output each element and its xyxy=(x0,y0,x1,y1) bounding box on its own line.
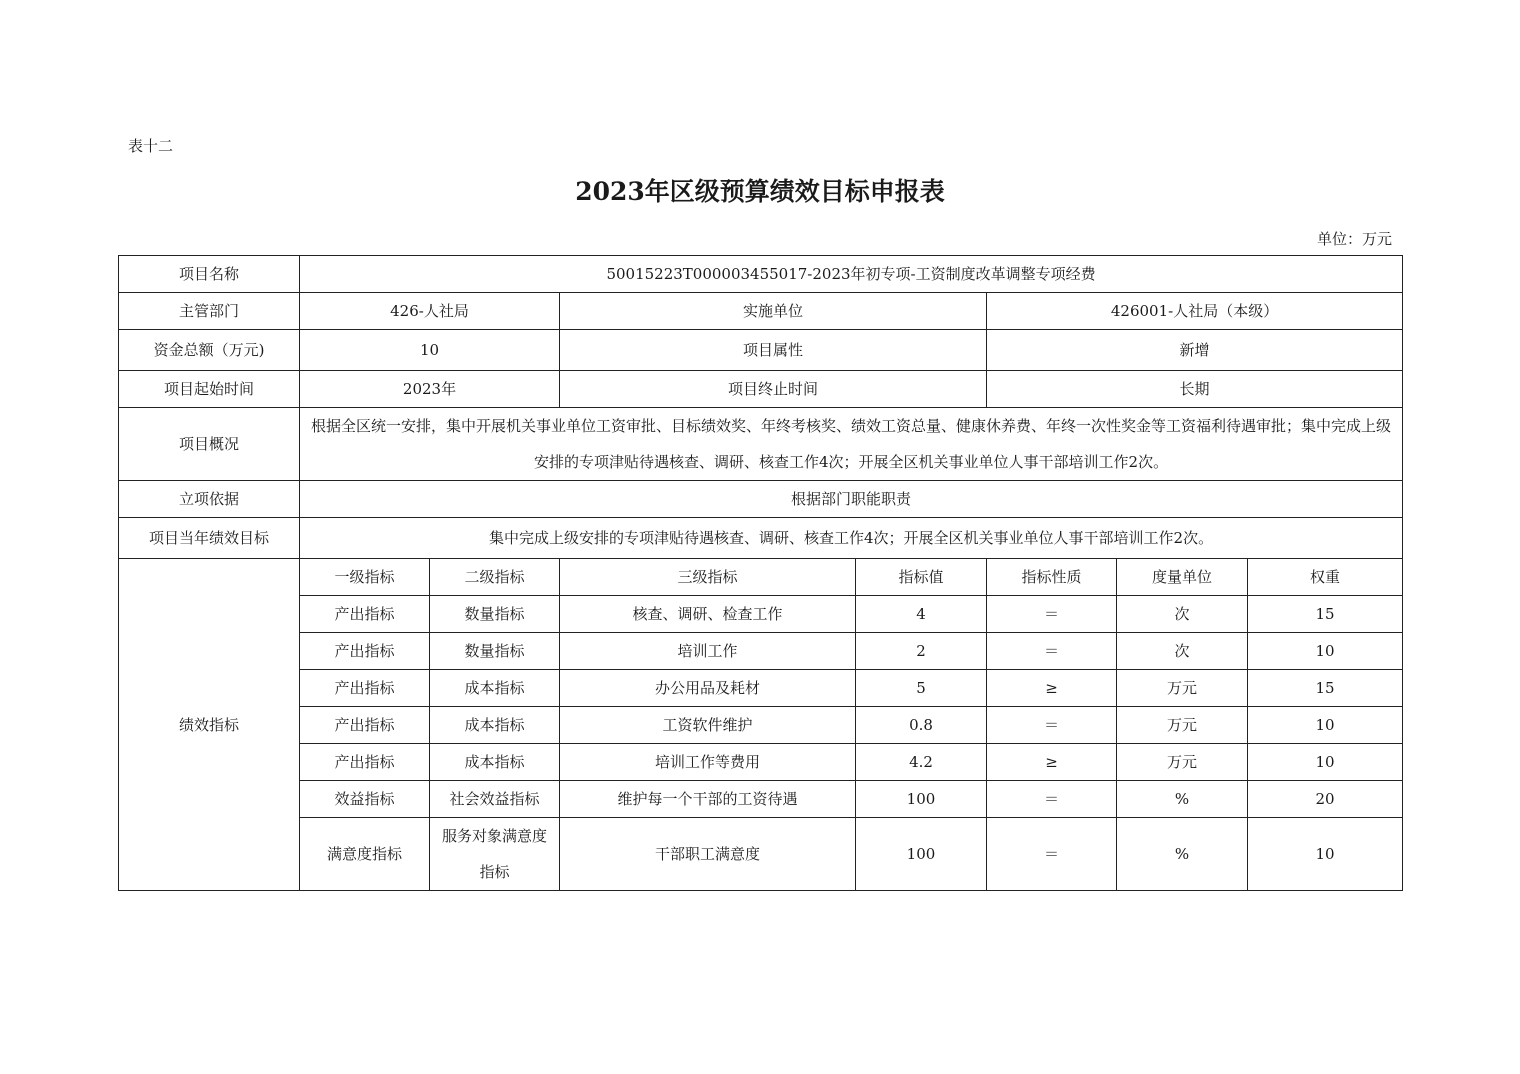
overview-label: 项目概况 xyxy=(119,408,300,481)
value-cell: 2 xyxy=(856,633,987,670)
value-cell: 5 xyxy=(856,670,987,707)
level1-cell: 产出指标 xyxy=(300,596,430,633)
nature-cell: ＝ xyxy=(987,707,1117,744)
level2-cell: 成本指标 xyxy=(430,744,560,781)
start-label: 项目起始时间 xyxy=(119,371,300,408)
level3-cell: 培训工作等费用 xyxy=(560,744,856,781)
level2-cell: 服务对象满意度指标 xyxy=(430,818,560,891)
header-level2: 二级指标 xyxy=(430,559,560,596)
table-number: 表十二 xyxy=(128,137,174,155)
dept-label: 主管部门 xyxy=(119,293,300,330)
nature-cell: ＝ xyxy=(987,596,1117,633)
level3-cell: 办公用品及耗材 xyxy=(560,670,856,707)
nature-cell: ＝ xyxy=(987,781,1117,818)
table-row xyxy=(119,818,1403,891)
impl-label: 实施单位 xyxy=(560,293,987,330)
project-name-label: 项目名称 xyxy=(119,256,300,293)
unit-cell: 万元 xyxy=(1117,707,1248,744)
unit-label: 单位：万元 xyxy=(1316,230,1392,248)
level2-cell: 成本指标 xyxy=(430,707,560,744)
weight-cell: 10 xyxy=(1248,818,1403,891)
level2-cell: 数量指标 xyxy=(430,633,560,670)
unit-cell: 次 xyxy=(1117,596,1248,633)
attr-value: 新增 xyxy=(987,330,1403,371)
level3-cell: 培训工作 xyxy=(560,633,856,670)
level1-cell: 产出指标 xyxy=(300,633,430,670)
nature-cell: ≥ xyxy=(987,670,1117,707)
level1-cell: 效益指标 xyxy=(300,781,430,818)
level1-cell: 产出指标 xyxy=(300,744,430,781)
weight-cell: 15 xyxy=(1248,670,1403,707)
goal-label: 项目当年绩效目标 xyxy=(119,518,300,559)
value-cell: 4.2 xyxy=(856,744,987,781)
unit-cell: 万元 xyxy=(1117,670,1248,707)
fund-label: 资金总额（万元) xyxy=(119,330,300,371)
value-cell: 100 xyxy=(856,781,987,818)
weight-cell: 10 xyxy=(1248,744,1403,781)
level2-cell: 数量指标 xyxy=(430,596,560,633)
unit-cell: % xyxy=(1117,781,1248,818)
weight-cell: 10 xyxy=(1248,633,1403,670)
level2-cell: 成本指标 xyxy=(430,670,560,707)
table-row xyxy=(119,781,1403,818)
weight-cell: 10 xyxy=(1248,707,1403,744)
header-value: 指标值 xyxy=(856,559,987,596)
level1-cell: 产出指标 xyxy=(300,670,430,707)
table-row xyxy=(119,707,1403,744)
goal-value: 集中完成上级安排的专项津贴待遇核查、调研、核查工作4次；开展全区机关事业单位人事干部培训工作2次。 xyxy=(300,518,1403,559)
table-row xyxy=(119,596,1403,633)
nature-cell: ＝ xyxy=(987,818,1117,891)
weight-cell: 20 xyxy=(1248,781,1403,818)
header-unit: 度量单位 xyxy=(1117,559,1248,596)
overview-value: 根据全区统一安排，集中开展机关事业单位工资审批、目标绩效奖、年终考核奖、绩效工资总量、健康休养费、年终一次性奖金等工资福利待遇审批；集中完成上级安排的专项津贴待遇核查、调研、核查工作4次；开展全区机关事业单位人事干部培训工作2次。 xyxy=(300,408,1403,481)
level3-cell: 维护每一个干部的工资待遇 xyxy=(560,781,856,818)
level2-cell: 社会效益指标 xyxy=(430,781,560,818)
end-value: 长期 xyxy=(987,371,1403,408)
unit-cell: 次 xyxy=(1117,633,1248,670)
header-level3: 三级指标 xyxy=(560,559,856,596)
end-label: 项目终止时间 xyxy=(560,371,987,408)
level1-cell: 产出指标 xyxy=(300,707,430,744)
impl-value: 426001-人社局（本级） xyxy=(987,293,1403,330)
value-cell: 4 xyxy=(856,596,987,633)
nature-cell: ≥ xyxy=(987,744,1117,781)
project-name-value: 50015223T000003455017-2023年初专项-工资制度改革调整专项经费 xyxy=(300,256,1403,293)
indicators-label: 绩效指标 xyxy=(119,559,300,891)
basis-value: 根据部门职能职责 xyxy=(300,481,1403,518)
level3-cell: 核查、调研、检查工作 xyxy=(560,596,856,633)
nature-cell: ＝ xyxy=(987,633,1117,670)
table-row xyxy=(119,633,1403,670)
table-row xyxy=(119,744,1403,781)
header-level1: 一级指标 xyxy=(300,559,430,596)
page-title: 2023年区级预算绩效目标申报表 xyxy=(575,177,945,206)
dept-value: 426-人社局 xyxy=(300,293,560,330)
level1-cell: 满意度指标 xyxy=(300,818,430,891)
header-nature: 指标性质 xyxy=(987,559,1117,596)
value-cell: 100 xyxy=(856,818,987,891)
level3-cell: 工资软件维护 xyxy=(560,707,856,744)
header-weight: 权重 xyxy=(1248,559,1403,596)
unit-cell: 万元 xyxy=(1117,744,1248,781)
table-row xyxy=(119,670,1403,707)
attr-label: 项目属性 xyxy=(560,330,987,371)
unit-cell: % xyxy=(1117,818,1248,891)
weight-cell: 15 xyxy=(1248,596,1403,633)
level3-cell: 干部职工满意度 xyxy=(560,818,856,891)
start-value: 2023年 xyxy=(300,371,560,408)
fund-value: 10 xyxy=(300,330,560,371)
value-cell: 0.8 xyxy=(856,707,987,744)
budget-performance-table xyxy=(118,255,1403,891)
basis-label: 立项依据 xyxy=(119,481,300,518)
